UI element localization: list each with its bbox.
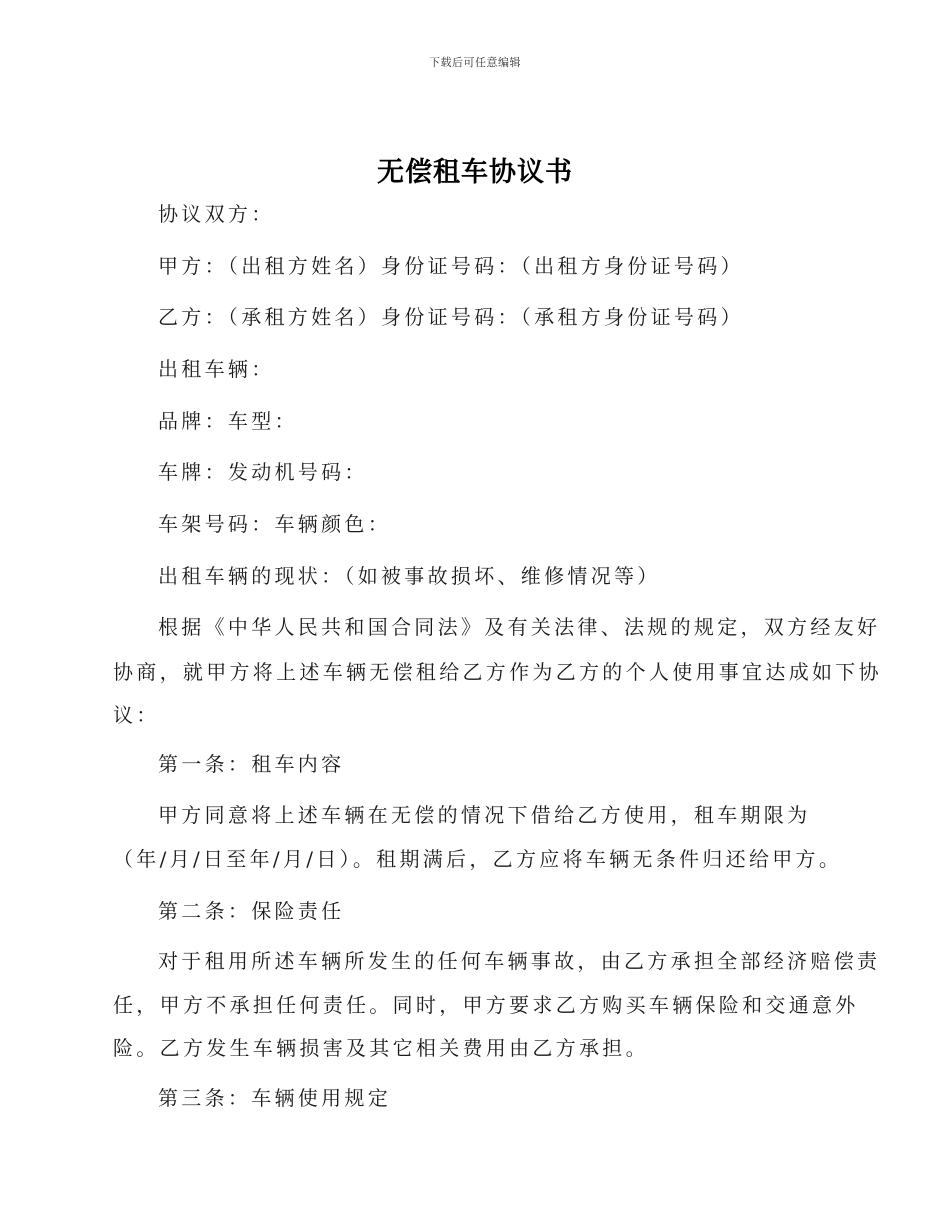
parties-label: 协议双方： [158, 202, 275, 226]
vin-color-line: 车架号码：车辆颜色： [158, 512, 391, 536]
vehicle-label: 出租车辆： [158, 357, 275, 381]
article-2-line-2: 任，甲方不承担任何责任。同时，甲方要求乙方购买车辆保险和交通意外 [113, 993, 859, 1017]
party-a-line: 甲方：（出租方姓名）身份证号码：（出租方身份证号码） [158, 254, 744, 278]
brand-model-line: 品牌：车型： [158, 409, 298, 433]
article-1-line-2: （年/月/日至年/月/日）。租期满后，乙方应将车辆无条件归还给甲方。 [113, 847, 843, 871]
intro-line-2: 协商，就甲方将上述车辆无偿租给乙方作为乙方的个人使用事宜达成如下协 [113, 660, 882, 684]
article-2-line-1: 对于租用所述车辆所发生的任何车辆事故，由乙方承担全部经济赔偿责 [158, 949, 881, 973]
article-2-heading: 第二条：保险责任 [158, 899, 345, 923]
article-2-line-3: 险。乙方发生车辆损害及其它相关费用由乙方承担。 [113, 1036, 649, 1060]
intro-line-1: 根据《中华人民共和国合同法》及有关法律、法规的规定，双方经友好 [158, 615, 881, 639]
party-b-line: 乙方：（承租方姓名）身份证号码：（承租方身份证号码） [158, 305, 744, 329]
article-1-line-1: 甲方同意将上述车辆在无偿的情况下借给乙方使用，租车期限为 [158, 803, 811, 827]
vehicle-status-line: 出租车辆的现状：（如被事故损坏、维修情况等） [158, 564, 661, 588]
document-title: 无偿租车协议书 [377, 157, 573, 188]
header-note: 下载后可任意编辑 [429, 56, 521, 69]
plate-engine-line: 车牌：发动机号码： [158, 460, 368, 484]
article-3-heading: 第三条：车辆使用规定 [158, 1086, 391, 1110]
article-1-heading: 第一条：租车内容 [158, 752, 345, 776]
intro-line-3: 议： [113, 703, 160, 727]
